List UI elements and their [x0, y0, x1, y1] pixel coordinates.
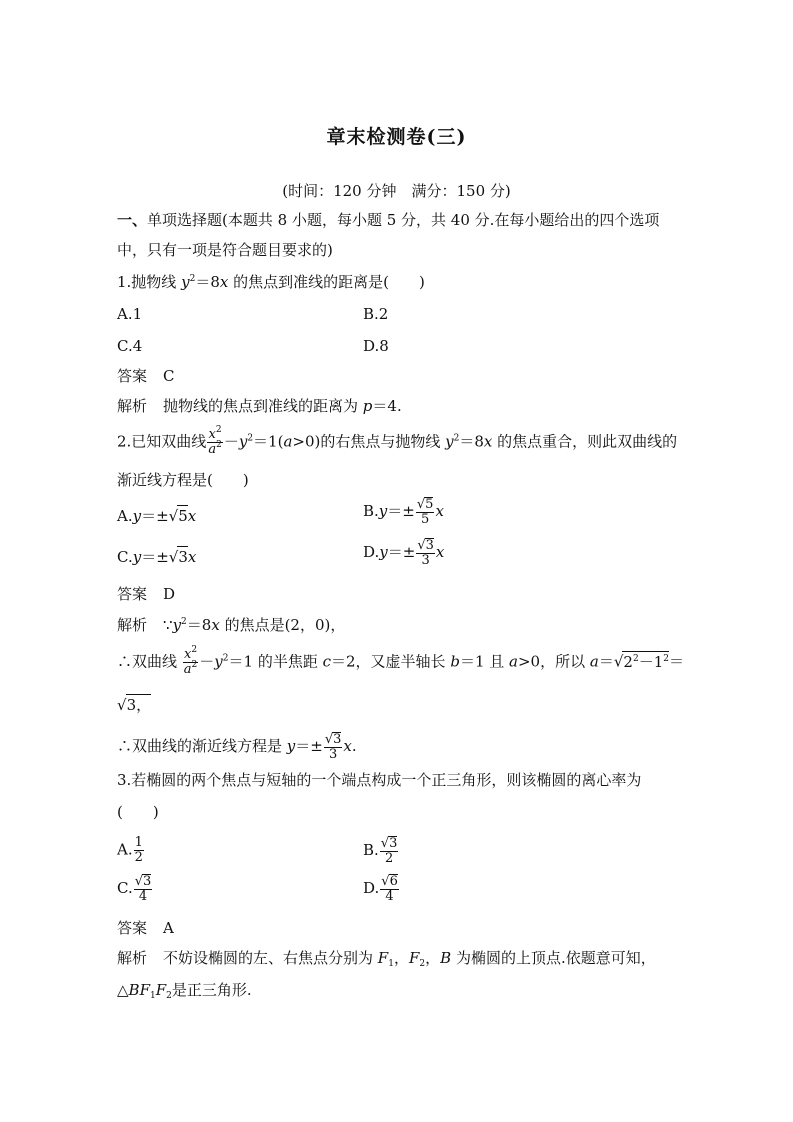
q2-answer: 答案 D	[117, 585, 176, 603]
question-2-stem: 2.已知双曲线 $\frac{x^2}{a^2}$ $-y^2=1(a>0)$的右焦点与抛物线 $y^2=8x$ 的焦点重合，则此双曲线的	[117, 425, 678, 457]
q1-option-a: A.1	[117, 305, 143, 323]
page-title: 章末检测卷(三)	[326, 126, 467, 148]
exam-info: (时间：120 分钟 满分：150 分)	[282, 182, 511, 200]
q2-analysis-line4: ∴双曲线的渐近线方程是 y＝± $\frac{√3}{3}$ x.	[117, 732, 357, 762]
q1-option-b: B.2	[363, 305, 389, 323]
q3-analysis: 解析 不妨设椭圆的左、右焦点分别为 $F_1$，$F_2$，B 为椭圆的上顶点.依题意可知，	[117, 949, 656, 969]
question-3-stem: 3.若椭圆的两个焦点与短轴的一个端点构成一个正三角形，则该椭圆的离心率为	[117, 771, 642, 789]
question-2-stem-line2: 渐近线方程是( )	[117, 471, 249, 489]
q3-answer: 答案 A	[117, 919, 174, 937]
section-heading-line2: 中，只有一项是符合题目要求的)	[117, 241, 333, 259]
q2-option-d: D.y＝± $\frac{√3}{3}$ x	[363, 538, 445, 568]
q2-option-b: B.y＝± $\frac{√5}{5}$ x	[363, 497, 444, 527]
q3-analysis-line2: $\triangle BF_1F_2$是正三角形.	[117, 981, 252, 1001]
q1-option-c: C.4	[117, 337, 143, 355]
q2-analysis-line2: ∴双曲线 $\frac{x^2}{a^2}$ $-y^2=1$ 的半焦距 c＝2，又虚半轴长 b＝1 且 a>0，所以 $a=√2^2-1^2=$	[117, 645, 684, 677]
q1-analysis: 解析 抛物线的焦点到准线的距离为 p＝4.	[117, 397, 402, 415]
q1-answer: 答案 C	[117, 367, 175, 385]
q2-option-c: C.y＝±√3x	[117, 548, 197, 566]
q2-option-a: A.y＝±√5x	[117, 507, 197, 525]
q2-analysis: 解析 $\because y^2=8x$ 的焦点是(2，0)，	[117, 616, 346, 634]
q3-option-d: D. $\frac{√6}{4}$	[363, 874, 398, 904]
section-heading: 一、单项选择题(本题共 8 小题，每小题 5 分，共 40 分.在每小题给出的四个选项	[117, 211, 660, 229]
question-3-stem-line2: ( )	[117, 803, 159, 821]
question-1-stem: 1.抛物线 $y^2=8x$ 的焦点到准线的距离是( )	[117, 273, 425, 291]
q2-analysis-line3: √3，	[117, 696, 152, 714]
q3-option-c: C. $\frac{√3}{4}$	[117, 874, 152, 904]
q3-option-b: B. $\frac{√3}{2}$	[363, 836, 398, 866]
q3-option-a: A. $\frac{1}{2}$	[117, 835, 143, 865]
q1-option-d: D.8	[363, 337, 389, 355]
